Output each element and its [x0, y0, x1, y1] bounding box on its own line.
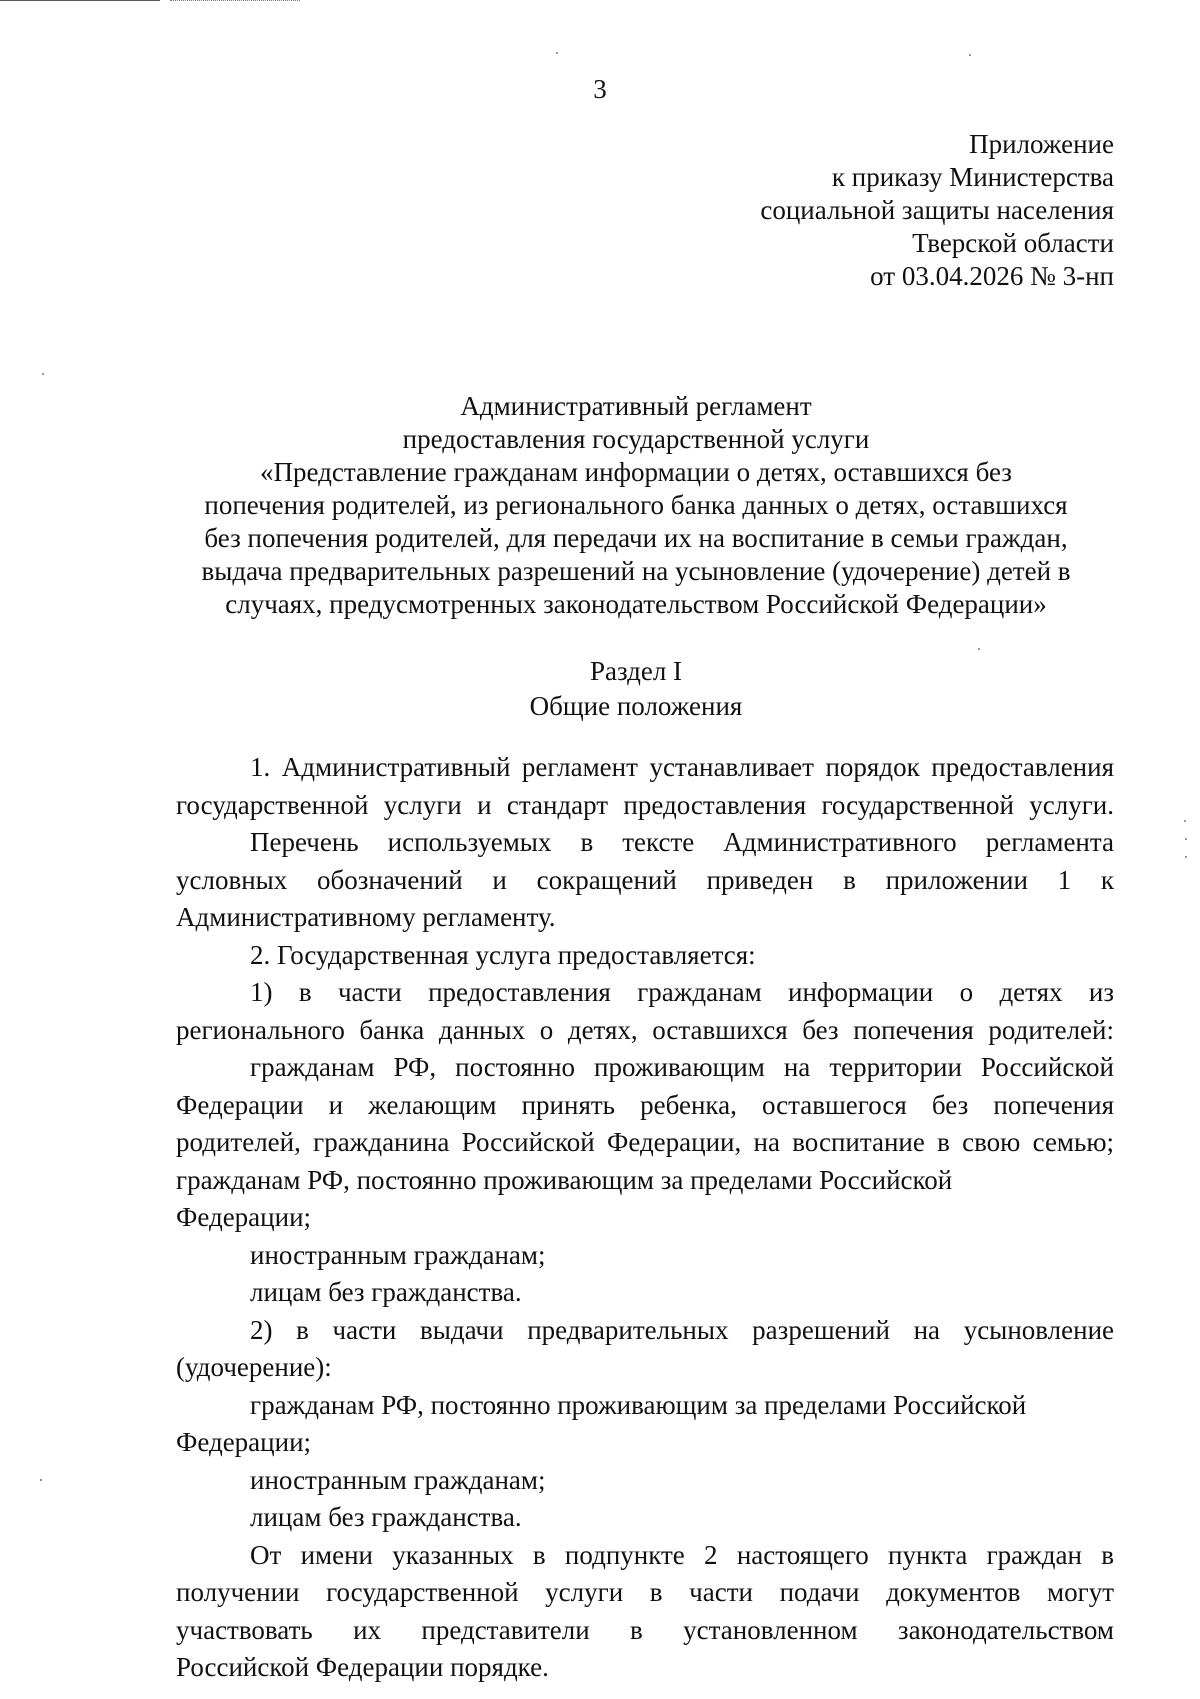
scan-speck	[969, 54, 971, 56]
section-number: Раздел I	[589, 656, 683, 686]
paragraph-line: государственной услуги и стандарт предоставления государственной услуги.	[176, 789, 1114, 820]
paragraph-line: родителей, гражданина Российской Федерации, на воспитание в свою семью;	[176, 1127, 1114, 1157]
paragraph-line: условных обозначений и сокращений приведен в приложении 1 к	[176, 864, 1114, 895]
scan-speck	[1185, 838, 1187, 840]
title-line: Административный регламент	[460, 391, 812, 421]
scan-speck	[978, 648, 980, 650]
paragraph-line: От имени указанных в подпункте 2 настоящего пункта граждан в	[250, 1539, 1114, 1570]
paragraph-line: гражданам РФ, постоянно проживающим за пределами Российской	[176, 1164, 953, 1195]
document-title	[178, 390, 1094, 621]
scan-speck	[1185, 856, 1187, 858]
section-title: Общие положения	[529, 691, 743, 721]
paragraph-line: гражданам РФ, постоянно проживающим на территории Российской	[250, 1052, 1114, 1082]
paragraph-line: гражданам РФ, постоянно проживающим за пределами Российской	[250, 1389, 1027, 1420]
title-line: без попечения родителей, для передачи их на воспитание в семьи граждан,	[204, 523, 1068, 553]
document-body	[176, 749, 1114, 1687]
appendix-line: к приказу Министерства	[831, 162, 1114, 192]
paragraph-line: 2) в части выдачи предварительных разрешений на усыновление	[250, 1314, 1114, 1345]
scan-edge-dots	[170, 0, 300, 2]
paragraph-line: 1. Административный регламент устанавливает порядок предоставления	[250, 752, 1114, 782]
paragraph-line: Перечень используемых в тексте Административного регламента	[250, 827, 1114, 857]
paragraph-line: 1) в части предоставления гражданам информации о детях из	[250, 977, 1114, 1007]
paragraph-line: лицам без гражданства.	[250, 1277, 522, 1307]
appendix-line: Тверской области	[912, 228, 1114, 258]
paragraph-line: (удочерение):	[176, 1352, 332, 1382]
title-line: случаях, предусмотренных законодательством Российской Федерации»	[225, 589, 1047, 619]
paragraph-line: участвовать их представители в установленном законодательством	[176, 1614, 1114, 1645]
title-line: попечения родителей, из регионального банка данных о детях, оставшихся	[204, 490, 1068, 520]
appendix-header	[554, 128, 1114, 293]
scan-edge-line	[0, 0, 160, 1]
scan-speck	[556, 52, 558, 54]
paragraph-line: иностранным гражданам;	[250, 1239, 546, 1270]
title-line: предоставления государственной услуги	[402, 424, 870, 454]
paragraph-line: получении государственной услуги в части подачи документов могут	[176, 1577, 1114, 1607]
paragraph-line: Федерации;	[176, 1427, 312, 1457]
section-heading	[178, 654, 1094, 724]
scan-speck	[42, 373, 44, 375]
scan-speck	[40, 1479, 42, 1481]
appendix-line: социальной защиты населения	[760, 195, 1114, 225]
scan-speck	[1184, 820, 1186, 822]
appendix-line: от 03.04.2026 № 3-нп	[870, 261, 1114, 291]
paragraph-line: лицам без гражданства.	[250, 1502, 522, 1532]
title-line: «Представление гражданам информации о детях, оставшихся без	[260, 457, 1012, 487]
paragraph-line: иностранным гражданам;	[250, 1464, 546, 1495]
paragraph-line: Федерации и желающим принять ребенка, оставшегося без попечения	[176, 1089, 1114, 1120]
title-line: выдача предварительных разрешений на усыновление (удочерение) детей в	[201, 556, 1071, 586]
paragraph-line: Федерации;	[176, 1202, 312, 1232]
appendix-line: Приложение	[969, 129, 1114, 159]
paragraph-line: 2. Государственная услуга предоставляется:	[250, 939, 756, 970]
paragraph-line: Российской Федерации порядке.	[176, 1652, 549, 1682]
page-number: 3	[593, 74, 607, 104]
paragraph-line: регионального банка данных о детях, оставшихся без попечения родителей:	[176, 1014, 1114, 1045]
paragraph-line: Административному регламенту.	[176, 902, 556, 932]
